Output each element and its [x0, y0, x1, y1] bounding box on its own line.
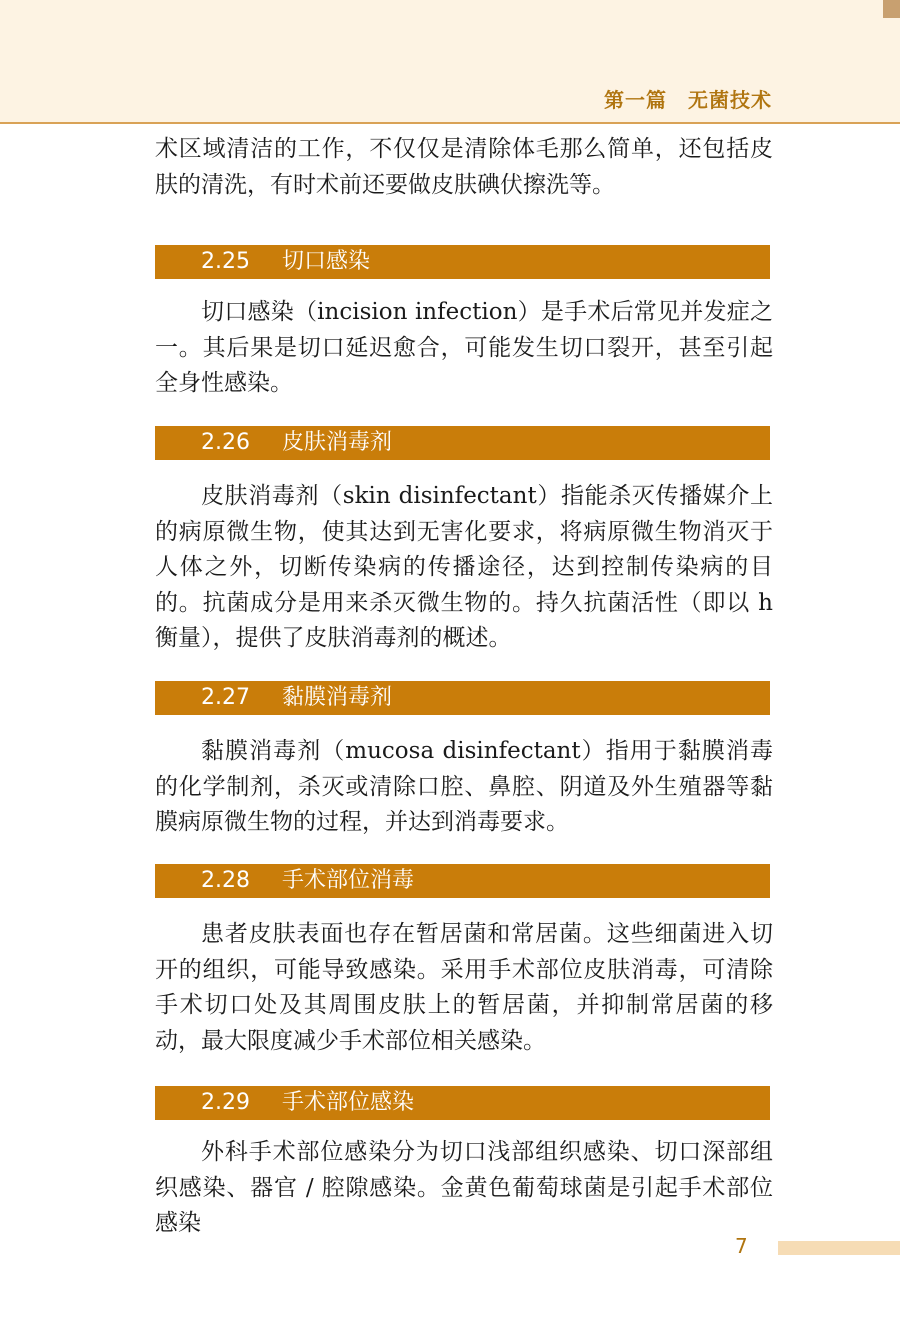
paragraph-skin-disinfectant: 皮肤消毒剂（skin disinfectant）指能杀灭传播媒介上的病原微生物，使其达到无害化要求，将病原微生物消灭于人体之外，切断传染病的传播途径，达到控制传染病的目的。抗菌成分是用来杀灭微生物的。持久抗菌活性（即以 h 衡量），提供了皮肤消毒剂的概述。 — [155, 483, 773, 651]
section-number: 2.28 — [201, 868, 250, 893]
section-heading-2-29 — [155, 1086, 770, 1120]
running-head: 第一篇 无菌技术 — [604, 88, 772, 112]
corner-mark — [883, 0, 900, 18]
section-heading-2-27 — [155, 681, 770, 715]
section-title: 切口感染 — [282, 249, 371, 274]
page-number-bar — [778, 1241, 900, 1255]
section-number: 2.25 — [201, 249, 250, 274]
paragraph-continued: 术区域清洁的工作，不仅仅是清除体毛那么简单，还包括皮肤的清洗，有时术前还要做皮肤碘伏擦洗等。 — [155, 136, 773, 198]
section-number: 2.29 — [201, 1090, 250, 1115]
paragraph-surgical-site-disinfection: 患者皮肤表面也存在暂居菌和常居菌。这些细菌进入切开的组织，可能导致感染。采用手术部位皮肤消毒，可清除手术切口处及其周围皮肤上的暂居菌，并抑制常居菌的移动，最大限度减少手术部位相关感染。 — [155, 921, 773, 1054]
paragraph-incision-infection: 切口感染（incision infection）是手术后常见并发症之一。其后果是切口延迟愈合，可能发生切口裂开，甚至引起全身性感染。 — [155, 299, 773, 396]
section-number: 2.26 — [201, 430, 250, 455]
section-title: 黏膜消毒剂 — [282, 685, 393, 710]
section-heading-2-28 — [155, 864, 770, 898]
section-number: 2.27 — [201, 685, 250, 710]
section-title: 手术部位消毒 — [282, 868, 415, 893]
paragraph-surgical-site-infection: 外科手术部位感染分为切口浅部组织感染、切口深部组织感染、器官 / 腔隙感染。金黄色葡萄球菌是引起手术部位感染 — [155, 1139, 773, 1236]
page-number: 7 — [735, 1234, 748, 1258]
header-rule — [0, 122, 900, 124]
section-title: 皮肤消毒剂 — [282, 430, 393, 455]
section-title: 手术部位感染 — [282, 1090, 415, 1115]
section-heading-2-26 — [155, 426, 770, 460]
paragraph-mucosa-disinfectant: 黏膜消毒剂（mucosa disinfectant）指用于黏膜消毒的化学制剂，杀灭或清除口腔、鼻腔、阴道及外生殖器等黏膜病原微生物的过程，并达到消毒要求。 — [155, 738, 773, 835]
section-heading-2-25 — [155, 245, 770, 279]
